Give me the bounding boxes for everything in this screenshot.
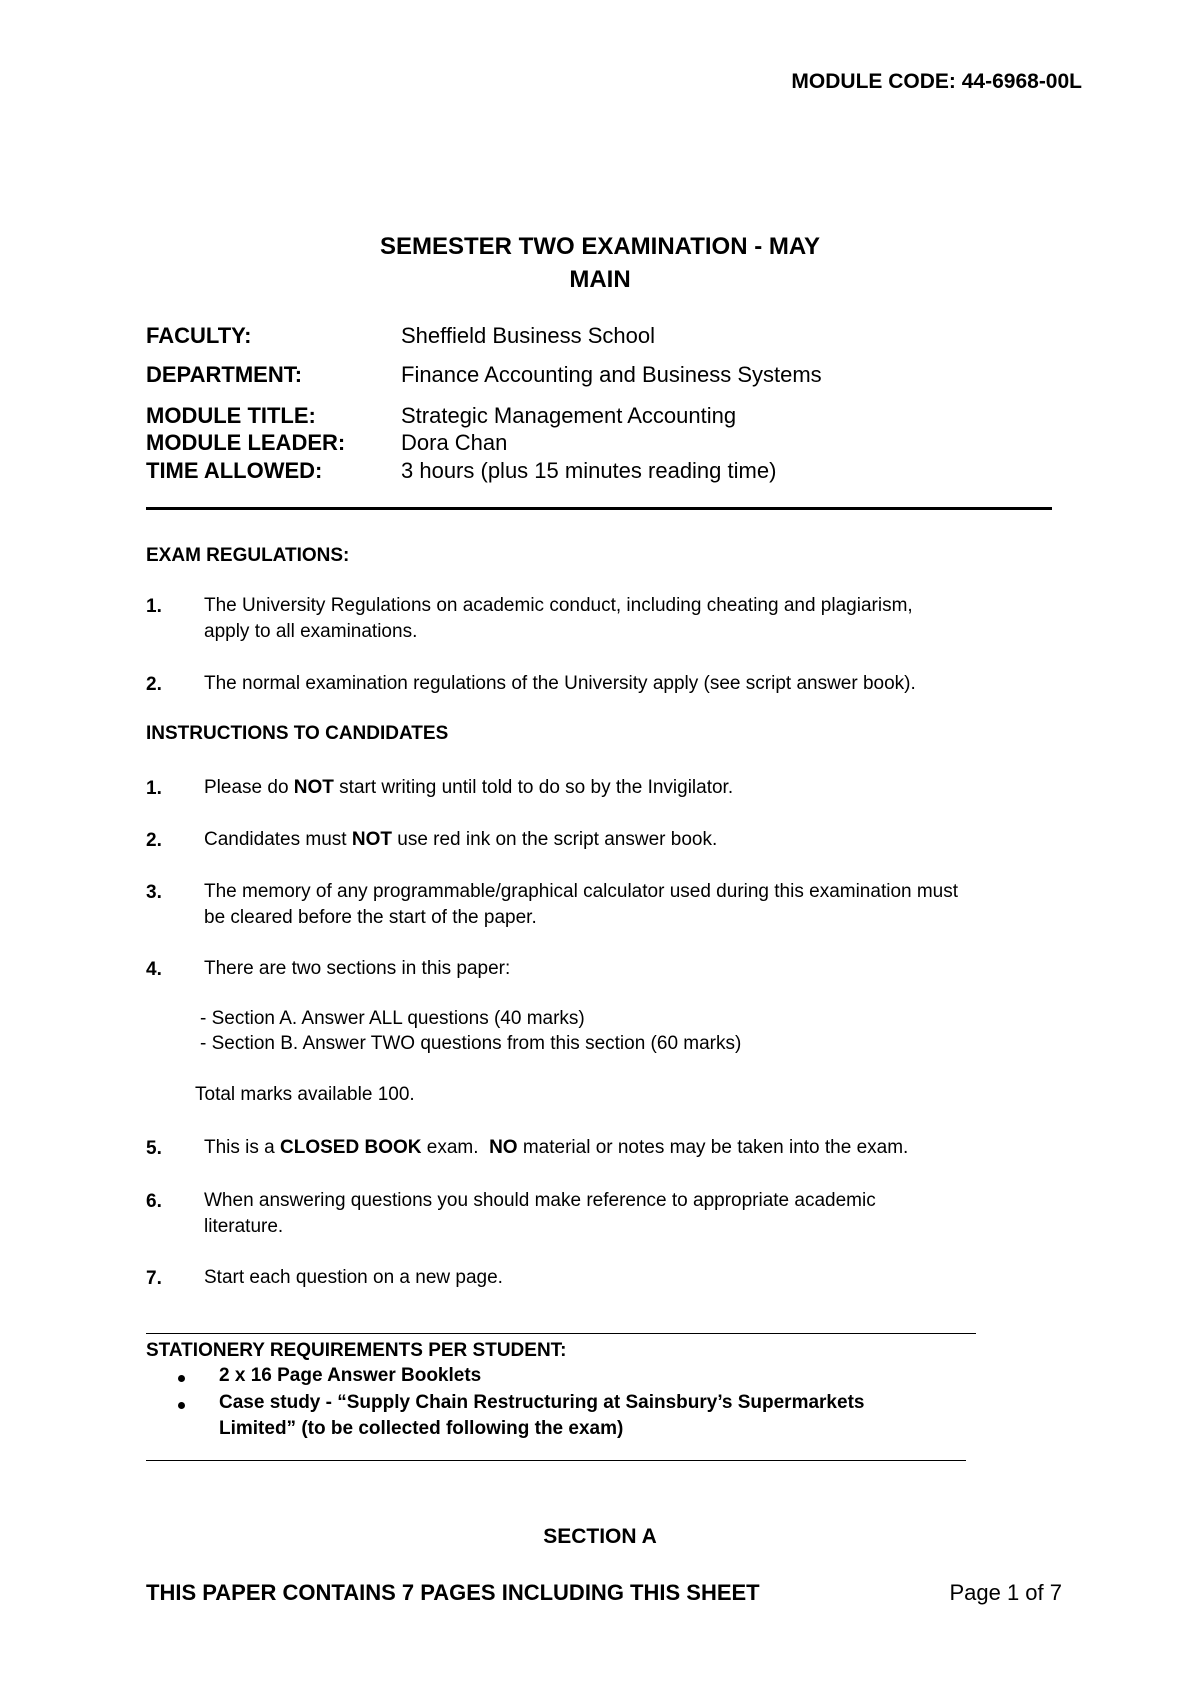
module-leader-value: Dora Chan <box>401 430 508 455</box>
time-allowed-label: TIME ALLOWED: <box>146 458 323 483</box>
instruction-item: Start each question on a new page. <box>204 1267 503 1288</box>
instruction-item: This is a CLOSED BOOK exam. NO material or notes may be taken into the exam. <box>204 1137 909 1158</box>
instruction-item: When answering questions you should make reference to appropriate academic literature. <box>204 1190 876 1237</box>
stationery-heading: STATIONERY REQUIREMENTS PER STUDENT: <box>146 1340 567 1361</box>
faculty-value: Sheffield Business School <box>401 323 655 348</box>
instructions-heading: INSTRUCTIONS TO CANDIDATES <box>146 723 449 744</box>
instruction-number: 7. <box>146 1268 162 1289</box>
bullet-icon <box>178 1402 185 1409</box>
instruction-number: 4. <box>146 959 162 980</box>
faculty-label: FACULTY: <box>146 323 252 348</box>
module-code: MODULE CODE: 44-6968-00L <box>791 70 1082 93</box>
divider <box>146 1333 976 1334</box>
section-heading: SECTION A <box>543 1525 657 1548</box>
instruction-item: The memory of any programmable/graphical calculator used during this examination must be cleared before the start of the paper. <box>204 881 959 928</box>
stationery-item: 2 x 16 Page Answer Booklets <box>219 1365 482 1386</box>
instruction-number: 6. <box>146 1191 162 1212</box>
instruction-item: Please do NOT start writing until told to do so by the Invigilator. <box>204 777 734 798</box>
divider <box>146 1460 966 1461</box>
regulation-number: 2. <box>146 674 162 695</box>
regulations-heading: EXAM REGULATIONS: <box>146 545 350 566</box>
stationery-item: Case study - “Supply Chain Restructuring at Sainsbury’s Supermarkets Limited” (to be collected following the exam) <box>219 1392 865 1439</box>
department-value: Finance Accounting and Business Systems <box>401 362 822 387</box>
instruction-item: There are two sections in this paper: <box>204 958 511 979</box>
divider <box>146 507 1052 510</box>
module-title-label: MODULE TITLE: <box>146 403 316 428</box>
module-leader-label: MODULE LEADER: <box>146 430 346 455</box>
regulation-text-line: The University Regulations on academic conduct, including cheating and plagiarism, <box>204 595 913 616</box>
instruction-item: Candidates must NOT use red ink on the script answer book. <box>204 829 718 850</box>
department-label: DEPARTMENT: <box>146 362 303 387</box>
module-title-value: Strategic Management Accounting <box>401 403 737 428</box>
section-list-item: - Section B. Answer TWO questions from this section (60 marks) <box>200 1033 742 1054</box>
regulation-text-line: apply to all examinations. <box>204 621 418 642</box>
exam-subtitle: MAIN <box>569 266 631 293</box>
instruction-number: 1. <box>146 778 162 799</box>
instruction-number: 3. <box>146 882 162 903</box>
regulation-item <box>204 593 1104 645</box>
instruction-number: 2. <box>146 830 162 851</box>
page-count-note: THIS PAPER CONTAINS 7 PAGES INCLUDING THIS SHEET <box>146 1580 760 1605</box>
exam-title: SEMESTER TWO EXAMINATION - MAY <box>379 233 820 260</box>
total-marks: Total marks available 100. <box>195 1084 415 1105</box>
regulation-number: 1. <box>146 596 162 617</box>
instruction-number: 5. <box>146 1138 162 1159</box>
regulation-text-line: The normal examination regulations of the University apply (see script answer book). <box>204 673 916 694</box>
time-allowed-value: 3 hours (plus 15 minutes reading time) <box>401 458 777 483</box>
section-list-item: - Section A. Answer ALL questions (40 marks) <box>200 1008 585 1029</box>
bullet-icon <box>178 1375 185 1382</box>
regulation-item <box>204 671 1104 697</box>
page-number: Page 1 of 7 <box>949 1580 1062 1605</box>
